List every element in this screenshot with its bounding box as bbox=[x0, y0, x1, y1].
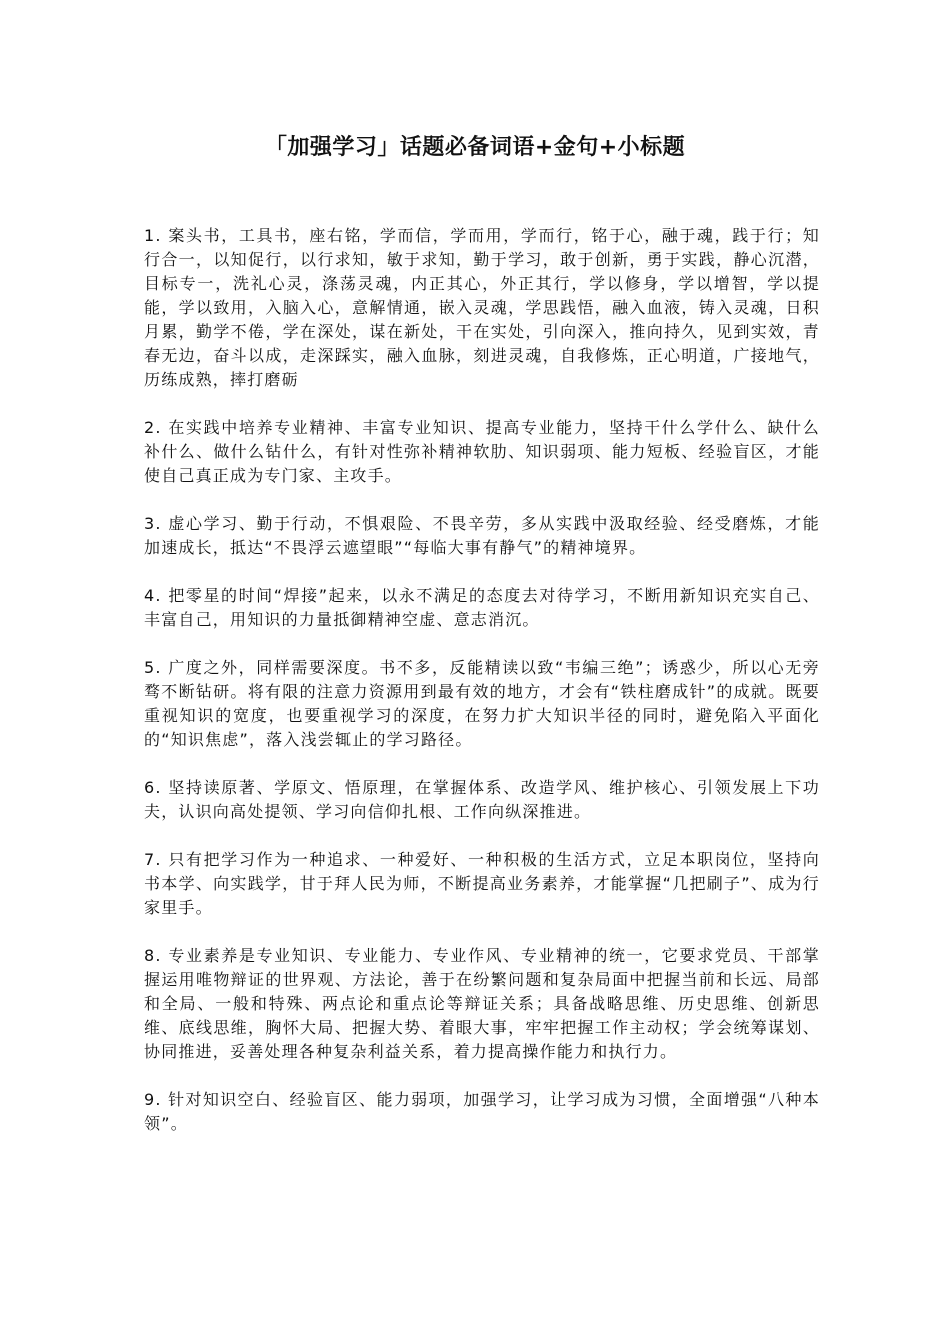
paragraph-6: 6. 坚持读原著、学原文、悟原理，在掌握体系、改造学风、维护核心、引领发展上下功夫，认识向高处提领、学习向信仰扎根、工作向纵深推进。 bbox=[144, 778, 820, 821]
paragraph-1: 1. 案头书，工具书，座右铭，学而信，学而用，学而行，铭于心，融于魂，践于行；知行合一，以知促行，以行求知，敏于求知，勤于学习，敢于创新，勇于实践，静心沉潜，目标专一，洗礼心灵，涤荡灵魂，内正其心，外正其行，学以修身，学以增智，学以提能，学以致用，入脑入心，意解情通，嵌入灵魂，学思践悟，融入血液，铸入灵魂，日积月累，勤学不倦，学在深处，谋在新处，干在实处，引向深入，推向持久，见到实效，青春无边，奋斗以成，走深踩实，融入血脉，刻进灵魂，自我修炼，正心明道，广接地气，历练成熟，摔打磨砺 bbox=[144, 226, 820, 389]
paragraph-9: 9. 针对知识空白、经验盲区、能力弱项，加强学习，让学习成为习惯，全面增强“八种本领”。 bbox=[144, 1090, 820, 1133]
paragraph-7: 7. 只有把学习作为一种追求、一种爱好、一种积极的生活方式，立足本职岗位，坚持向书本学、向实践学，甘于拜人民为师，不断提高业务素养，才能掌握“几把刷子”、成为行家里手。 bbox=[144, 850, 820, 917]
paragraph-2: 2. 在实践中培养专业精神、丰富专业知识、提高专业能力，坚持干什么学什么、缺什么补什么、做什么钻什么，有针对性弥补精神软肋、知识弱项、能力短板、经验盲区，才能使自己真正成为专门家、主攻手。 bbox=[144, 418, 820, 485]
paragraph-8: 8. 专业素养是专业知识、专业能力、专业作风、专业精神的统一，它要求党员、干部掌握运用唯物辩证的世界观、方法论，善于在纷繁问题和复杂局面中把握当前和长远、局部和全局、一般和特殊、两点论和重点论等辩证关系；具备战略思维、历史思维、创新思维、底线思维，胸怀大局、把握大势、着眼大事，牢牢把握工作主动权；学会统筹谋划、协同推进，妥善处理各种复杂利益关系，着力提高操作能力和执行力。 bbox=[144, 946, 820, 1061]
document-title: 「加强学习」话题必备词语+金句+小标题 bbox=[264, 135, 686, 160]
paragraph-3: 3. 虚心学习、勤于行动，不惧艰险、不畏辛劳，多从实践中汲取经验、经受磨炼，才能加速成长，抵达“不畏浮云遮望眼”“每临大事有静气”的精神境界。 bbox=[144, 514, 820, 557]
document-body bbox=[144, 224, 820, 1160]
paragraph-5: 5. 广度之外，同样需要深度。书不多，反能精读以致“韦编三绝”；诱惑少，所以心无旁骛不断钻研。将有限的注意力资源用到最有效的地方，才会有“铁柱磨成针”的成就。既要重视知识的宽度，也要重视学习的深度，在努力扩大知识半径的同时，避免陷入平面化的“知识焦虑”，落入浅尝辄止的学习路径。 bbox=[144, 658, 820, 749]
paragraph-4: 4. 把零星的时间“焊接”起来，以永不满足的态度去对待学习，不断用新知识充实自己、丰富自己，用知识的力量抵御精神空虚、意志消沉。 bbox=[144, 586, 820, 629]
